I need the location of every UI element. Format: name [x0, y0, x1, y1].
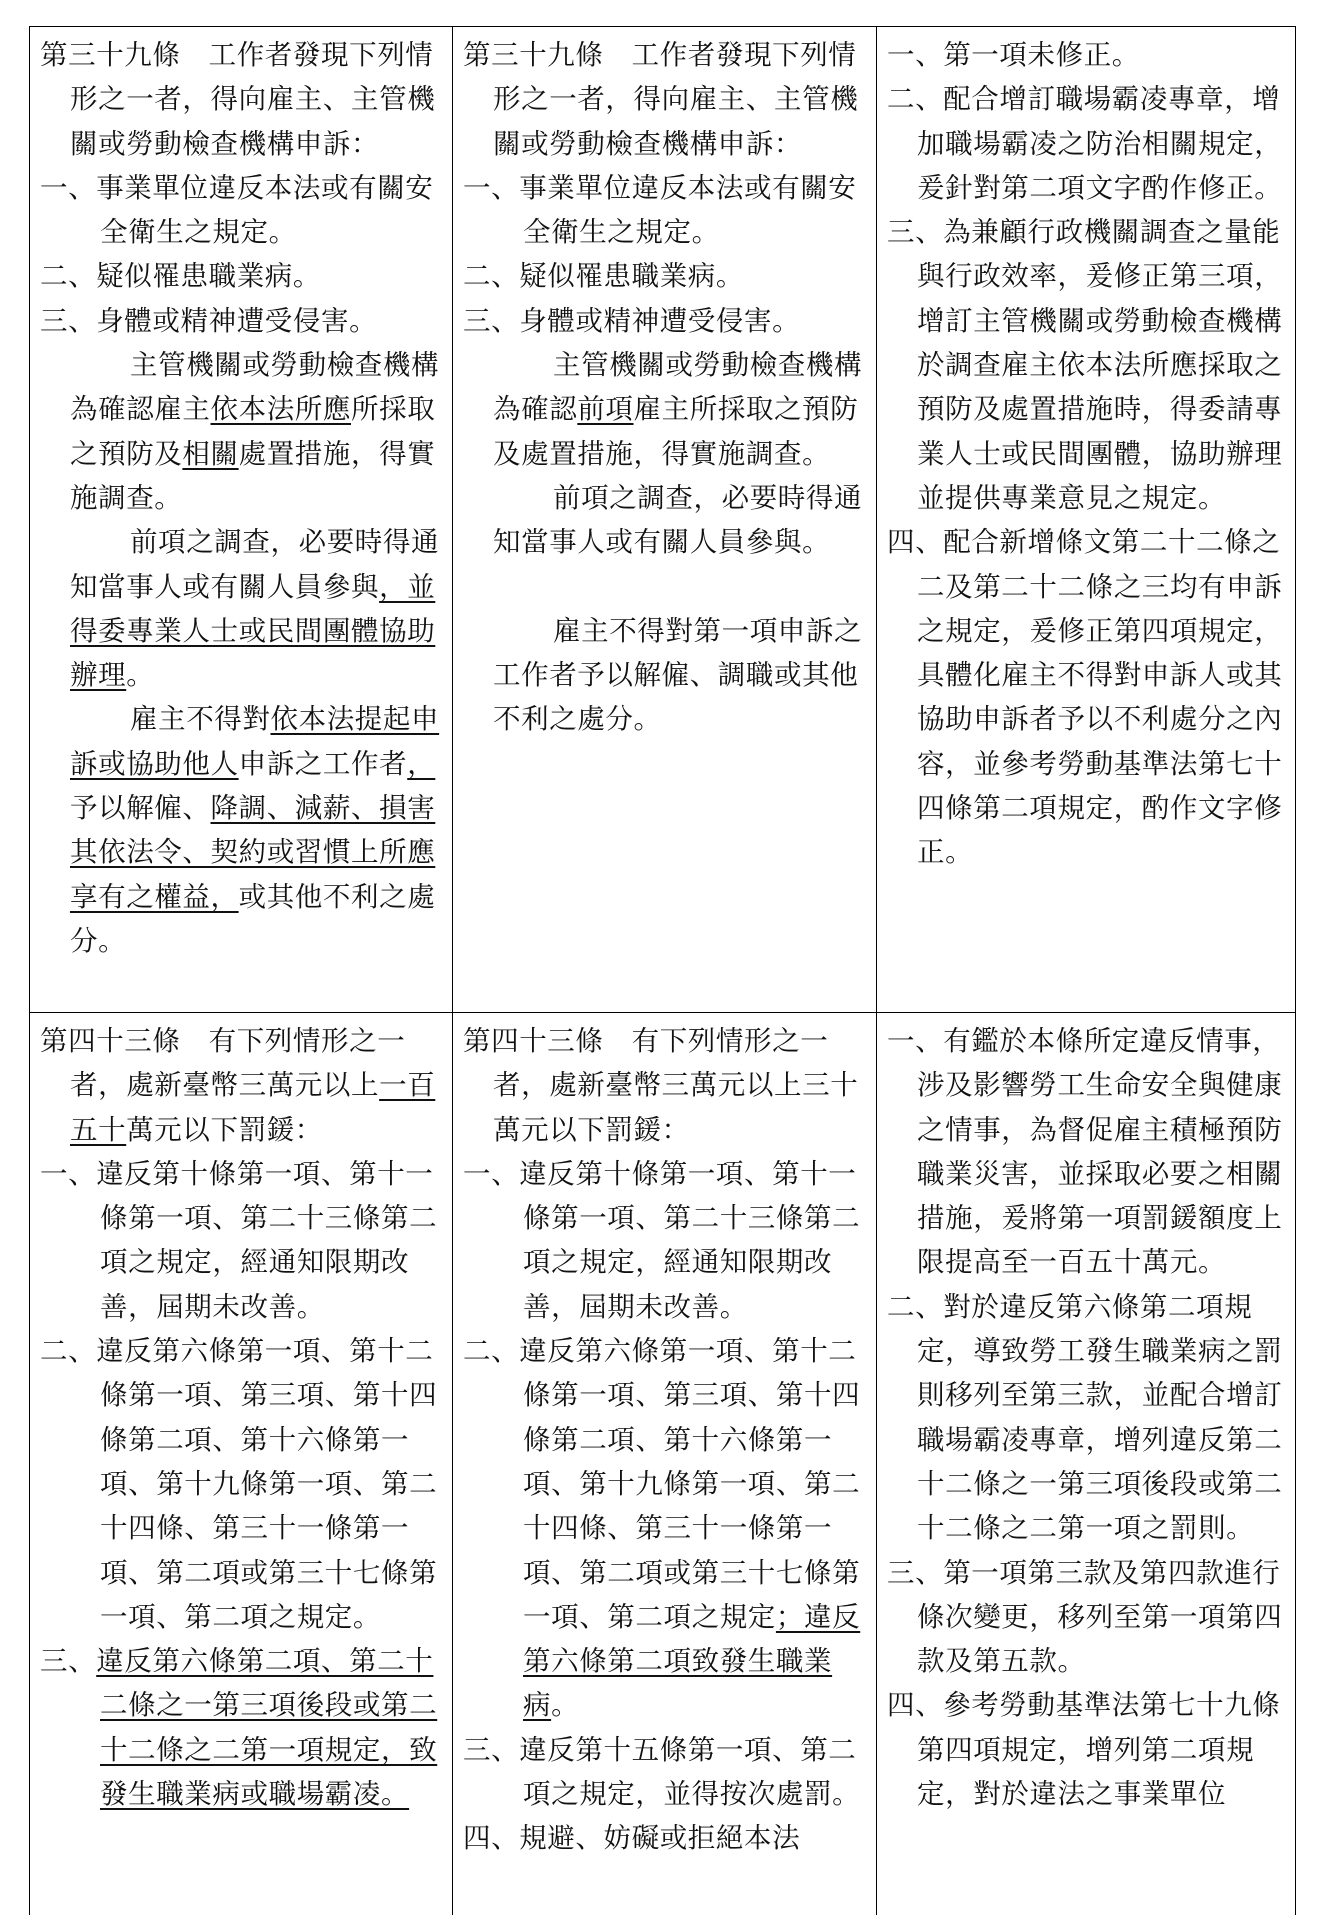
- table-row-article-39: [30, 27, 1296, 1013]
- current-text-underline: ；違反第六條第二項致發生職業病: [523, 1600, 861, 1722]
- table-row-article-43: [30, 1013, 1296, 1915]
- amended-text-underline: 依本法提起申訴或協助他人: [70, 703, 440, 780]
- amended-text-underline: 違反第六條第二項、第二十二條之一第三項後段或第二十二條之二第一項規定，致發生職業病或職場霸凌。: [96, 1645, 438, 1811]
- article-text: 第三十九條 工作者發現下列情形之一者，得向雇主、主管機關或勞動檢查機構申訴：: [40, 39, 436, 160]
- explanation-item: 一、第一項未修正。: [887, 39, 1140, 71]
- explanation-item: 二、對於違反第六條第二項規定，導致勞工發生職業病之罰則移列至第三款，並配合增訂職場霸凌專章，增列違反第二十二條之一第三項後段或第二十二條之二第一項之罰則。: [887, 1290, 1283, 1545]
- explanation-item: 一、有鑑於本條所定違反情事，涉及影響勞工生命安全與健康之情事，為督促雇主積極預防職業災害，並採取必要之相關措施，爰將第一項罰鍰額度上限提高至一百五十萬元。: [887, 1025, 1283, 1279]
- explanation-cell: [877, 27, 1296, 1013]
- explanation-item: 四、參考勞動基準法第七十九條第四項規定，增列第二項規定，對於違法之事業單位: [887, 1689, 1281, 1811]
- article-heading: [463, 33, 866, 166]
- paragraph: 主管機關或勞動檢查機構為確認前項雇主所採取之預防及處置措施，得實施調查。: [493, 349, 863, 470]
- list-item: 一、違反第十條第一項、第十一條第一項、第二十三條第二項之規定，經通知限期改善，屆期未改善。: [40, 1157, 438, 1323]
- list-item: 一、事業單位違反本法或有關安全衛生之規定。: [463, 171, 857, 249]
- article-heading: 第四十三條 有下列情形之一者，處新臺幣三萬元以上一百五十萬元以下罰鍰：: [40, 1025, 436, 1146]
- list-item: 三、違反第十五條第一項、第二項之規定，並得按次處罰。: [463, 1733, 861, 1811]
- list-item: 一、事業單位違反本法或有關安全衛生之規定。: [40, 171, 434, 249]
- list-item: 四、規避、妨礙或拒絕本法: [463, 1822, 801, 1855]
- explanation-item: 三、第一項第三款及第四款進行條次變更，移列至第一項第四款及第五款。: [887, 1556, 1283, 1678]
- list-item: 三、身體或精神遭受侵害。: [463, 304, 801, 337]
- paragraph: 雇主不得對依本法提起申訴或協助他人申訴之工作者，予以解僱、降調、減薪、損害其依法令、契約或習慣上所應享有之權益，或其他不利之處分。: [70, 703, 440, 957]
- article-text: 第三十九條 工作者發現下列情形之一者，得向雇主、主管機關或勞動檢查機構申訴：: [463, 39, 859, 160]
- amended-text-cell: [30, 1013, 453, 1915]
- list-item: 二、違反第六條第一項、第十二條第一項、第三項、第十四條第二項、第十六條第一項、第十九條第一項、第二十四條、第三十一條第一項、第二項或第三十七條第一項、第二項之規定。: [40, 1335, 438, 1633]
- article-heading: 第四十三條 有下列情形之一者，處新臺幣三萬元以上三十萬元以下罰鍰：: [463, 1025, 859, 1146]
- amended-text-underline: ，並得委專業人士或民間團體協助辦理: [70, 570, 436, 692]
- current-text-underline: 前項: [577, 393, 634, 426]
- explanation-item: 二、配合增訂職場霸凌專章，增加職場霸凌之防治相關規定，爰針對第二項文字酌作修正。: [887, 83, 1283, 204]
- list-item: 三、身體或精神遭受侵害。: [40, 304, 378, 337]
- amendment-comparison-table: [29, 26, 1296, 1915]
- paragraph: 雇主不得對第一項申訴之工作者予以解僱、調職或其他不利之處分。: [493, 614, 863, 736]
- amended-text-underline: 依本法所應: [210, 393, 351, 426]
- explanation-cell: [877, 1013, 1296, 1915]
- explanation-item: 三、為兼顧行政機關調查之量能與行政效率，爰修正第三項，增訂主管機關或勞動檢查機構於調查雇主依本法所應採取之預防及處置措施時，得委請專業人士或民間團體，協助辦理並提供專業意見之規定。: [887, 216, 1283, 514]
- paragraph: 主管機關或勞動檢查機構為確認雇主依本法所應所採取之預防及相關處置措施，得實施調查。: [70, 349, 440, 514]
- paragraph: 前項之調查，必要時得通知當事人或有關人員參與。: [493, 481, 863, 559]
- list-item: 二、違反第六條第一項、第十二條第一項、第三項、第十四條第二項、第十六條第一項、第十九條第一項、第二十四條、第三十一條第一項、第二項或第三十七條第一項、第二項之規定；違反第六條第二項致發生職業病。: [463, 1335, 861, 1722]
- list-item: 三、違反第六條第二項、第二十二條之一第三項後段或第二十二條之二第一項規定，致發生職業病或職場霸凌。: [40, 1645, 438, 1811]
- amended-text-underline: 相關: [182, 437, 239, 470]
- current-text-cell: [453, 1013, 877, 1915]
- spacer: [463, 565, 866, 609]
- list-item: 一、違反第十條第一項、第十一條第一項、第二十三條第二項之規定，經通知限期改善，屆期未改善。: [463, 1157, 861, 1323]
- list-item: 二、疑似罹患職業病。: [40, 260, 321, 293]
- amended-text-underline: ，: [407, 747, 436, 780]
- amended-text-underline: 降調、減薪、損害其依法令、契約或習慣上所應享有之權益，: [70, 792, 436, 913]
- amended-text-underline: 一百五十: [70, 1069, 436, 1146]
- current-text-cell: [453, 27, 877, 1013]
- article-heading: [40, 33, 442, 166]
- explanation-item: 四、配合新增條文第二十二條之二及第二十二條之三均有申訴之規定，爰修正第四項規定，具體化雇主不得對申訴人或其協助申訴者予以不利處分之內容，並參考勞動基準法第七十四條第二項規定，酌作文字修正。: [887, 526, 1283, 869]
- paragraph: 前項之調查，必要時得通知當事人或有關人員參與，並得委專業人士或民間團體協助辦理。: [70, 526, 440, 692]
- amended-text-cell: [30, 27, 453, 1013]
- list-item: 二、疑似罹患職業病。: [463, 260, 744, 293]
